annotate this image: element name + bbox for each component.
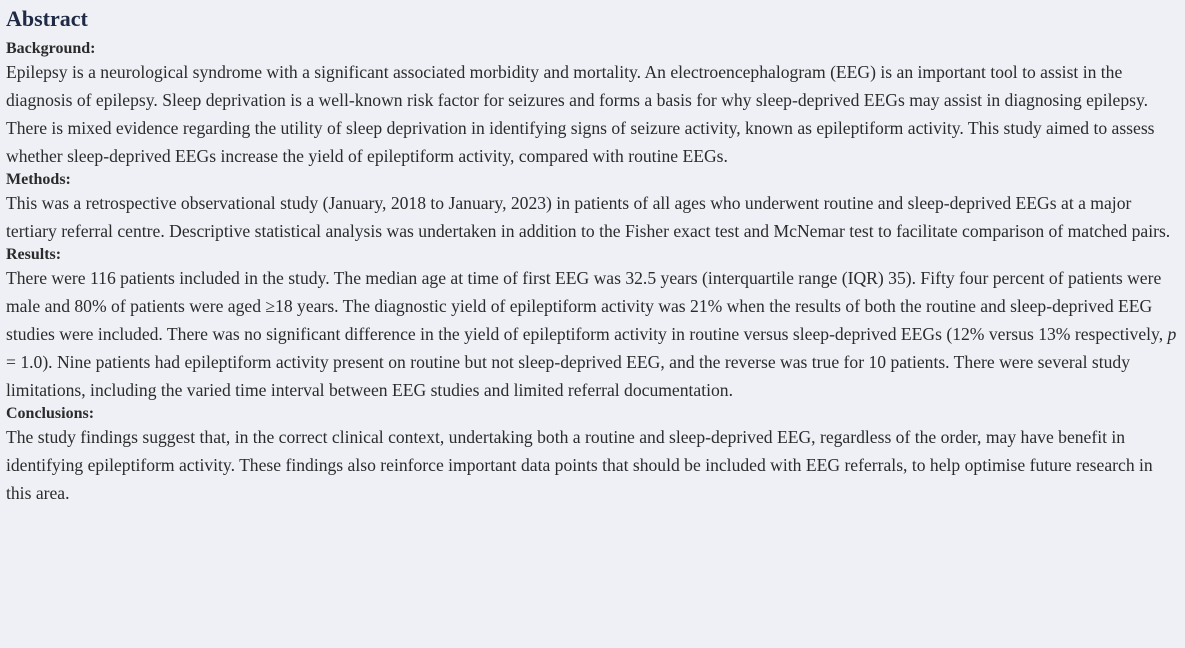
results-text <box>6 264 1179 404</box>
background-text: Epilepsy is a neurological syndrome with a significant associated morbidity and mortality. An electroencephalogram (EEG) is an important tool to assist in the diagnosis of epilepsy. Sleep deprivation is a well-known risk factor for seizures and forms a basis for why sleep-deprived EEGs may assist in diagnosing epilepsy. There is mixed evidence regarding the utility of sleep deprivation in identifying signs of seizure activity, known as epileptiform activity. This study aimed to assess whether sleep-deprived EEGs increase the yield of epileptiform activity, compared with routine EEGs. <box>6 62 1155 166</box>
conclusions-heading: Conclusions: <box>6 405 95 422</box>
methods-heading: Methods: <box>6 171 71 188</box>
p-value-symbol: p <box>1167 324 1177 344</box>
results-text-part-1: There were 116 patients included in the study. The median age at time of first EEG was 32.5 years (interquartile range (IQR) 35). Fifty four percent of patients were male and 80% of patients were aged ≥18 years. The diagnostic yield of epileptiform activity was 21% when the results of both the routine and sleep-deprived EEG studies were included. There was no significant difference in the yield of epileptiform activity in routine versus sleep-deprived EEGs (12% versus 13% respectively, <box>6 268 1168 344</box>
methods-section <box>6 170 1179 245</box>
conclusions-text: The study findings suggest that, in the correct clinical context, undertaking both a routine and sleep-deprived EEG, regardless of the order, may have benefit in identifying epileptiform activity. These findings also reinforce important data points that should be included with EEG referrals, to help optimise future research in this area. <box>6 427 1153 503</box>
results-heading: Results: <box>6 246 62 263</box>
abstract-title: Abstract <box>6 6 88 31</box>
results-section <box>6 245 1179 404</box>
conclusions-section <box>6 404 1179 507</box>
methods-text: This was a retrospective observational study (January, 2018 to January, 2023) in patients of all ages who underwent routine and sleep-deprived EEGs at a major tertiary referral centre. Descriptive statistical analysis was undertaken in addition to the Fisher exact test and McNemar test to facilitate comparison of matched pairs. <box>6 193 1171 241</box>
results-text-part-2: = 1.0). Nine patients had epileptiform activity present on routine but not sleep-deprived EEG, and the reverse was true for 10 patients. There were several study limitations, including the varied time interval between EEG studies and limited referral documentation. <box>6 352 1130 400</box>
background-heading: Background: <box>6 40 96 57</box>
background-section <box>6 39 1179 170</box>
